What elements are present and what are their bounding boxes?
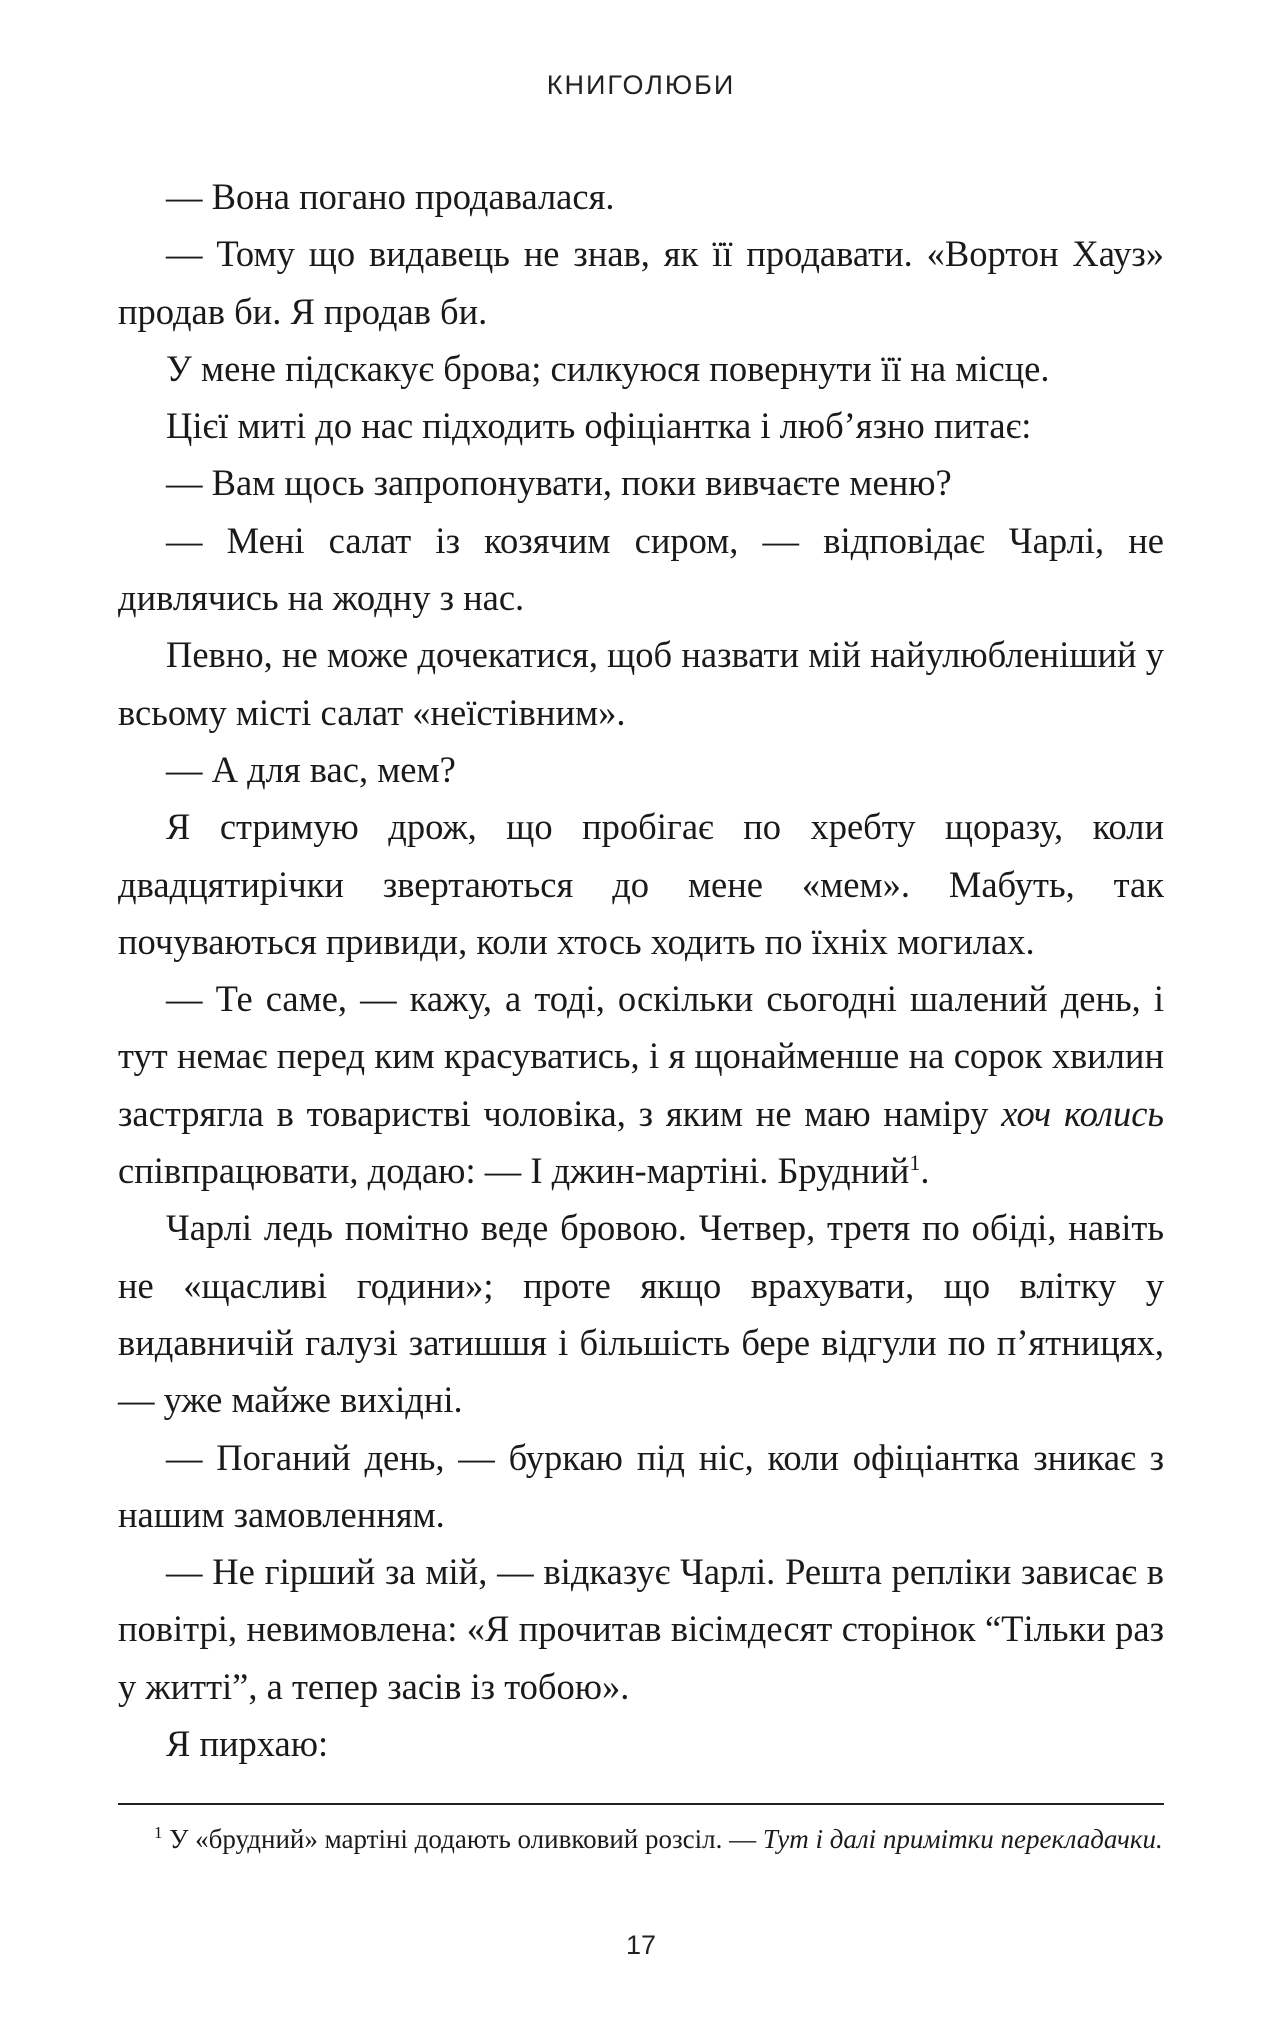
footnote [118, 1816, 1164, 1862]
page-number: 17 [625, 1930, 657, 1960]
paragraph-3: У мене підскакує брова; силкуюся повернути її на місце. [166, 347, 1050, 389]
paragraph-8: — А для вас, мем? [166, 748, 456, 790]
paragraph-10-part-b: співпрацювати, додаю: — І джин-мартіні. Брудний [118, 1150, 910, 1192]
paragraph-4: Цієї миті до нас підходить офіціантка і люб’язно питає: [166, 405, 1032, 447]
paragraph-5: — Вам щось запропонувати, поки вивчаєте меню? [166, 462, 952, 504]
footnote-marker: 1 [154, 1823, 163, 1842]
paragraph-13: — Не гірший за мій, — відказує Чарлі. Решта репліки зависає в повітрі, невимовлена: «Я прочитав вісімдесят сторінок “Тільки раз у житті”, а тепер засів із тобою». [118, 1551, 1164, 1707]
paragraph-2: — Тому що видавець не знав, як її продавати. «Вортон Хауз» продав би. Я продав би. [118, 233, 1164, 332]
footnote-text: У «брудний» мартіні додають оливковий розсіл. — [169, 1824, 757, 1854]
paragraph-14: Я пирхаю: [166, 1723, 329, 1765]
footnote-attribution: Тут і далі примітки перекладачки. [762, 1824, 1163, 1854]
paragraph-10-part-c: . [920, 1150, 930, 1192]
paragraph-10 [118, 970, 1164, 1199]
paragraph-6: — Мені салат із козячим сиром, — відповідає Чарлі, не дивлячись на жодну з нас. [118, 519, 1164, 619]
footnote-reference[interactable]: 1 [909, 1149, 921, 1175]
paragraph-9: Я стримую дрож, що пробігає по хребту щоразу, коли двадцятирічки звертаються до мене «мем». Мабуть, так почуваються привиди, коли хтось ходить по їхніх могилах. [118, 806, 1164, 962]
body-text [118, 168, 1164, 1772]
running-head: КНИГОЛЮБИ [546, 70, 736, 100]
paragraph-10-emphasis: хоч колись [1001, 1092, 1165, 1134]
paragraph-12: — Поганий день, — буркаю під ніс, коли офіціантка зникає з нашим замовленням. [118, 1436, 1164, 1535]
paragraph-1: — Вона погано продавалася. [166, 176, 615, 217]
paragraph-7: Певно, не може дочекатися, щоб назвати мій найулюбленіший у всьому місті салат «неїстівним». [118, 634, 1164, 733]
paragraph-10-part-a: — Те саме, — кажу, а тоді, оскільки сьогодні шалений день, і тут немає перед ким красуватись, і я щонайменше на сорок хвилин застрягла в товаристві чоловіка, з яким не маю наміру [118, 978, 1164, 1134]
paragraph-11: Чарлі ледь помітно веде бровою. Четвер, третя по обіді, навіть не «щасливі години»; проте якщо врахувати, що влітку у видавничій галузі затишшя і більшість бере відгули по п’ятницях, — уже майже вихідні. [118, 1207, 1164, 1421]
footnote-divider [118, 1803, 1164, 1805]
